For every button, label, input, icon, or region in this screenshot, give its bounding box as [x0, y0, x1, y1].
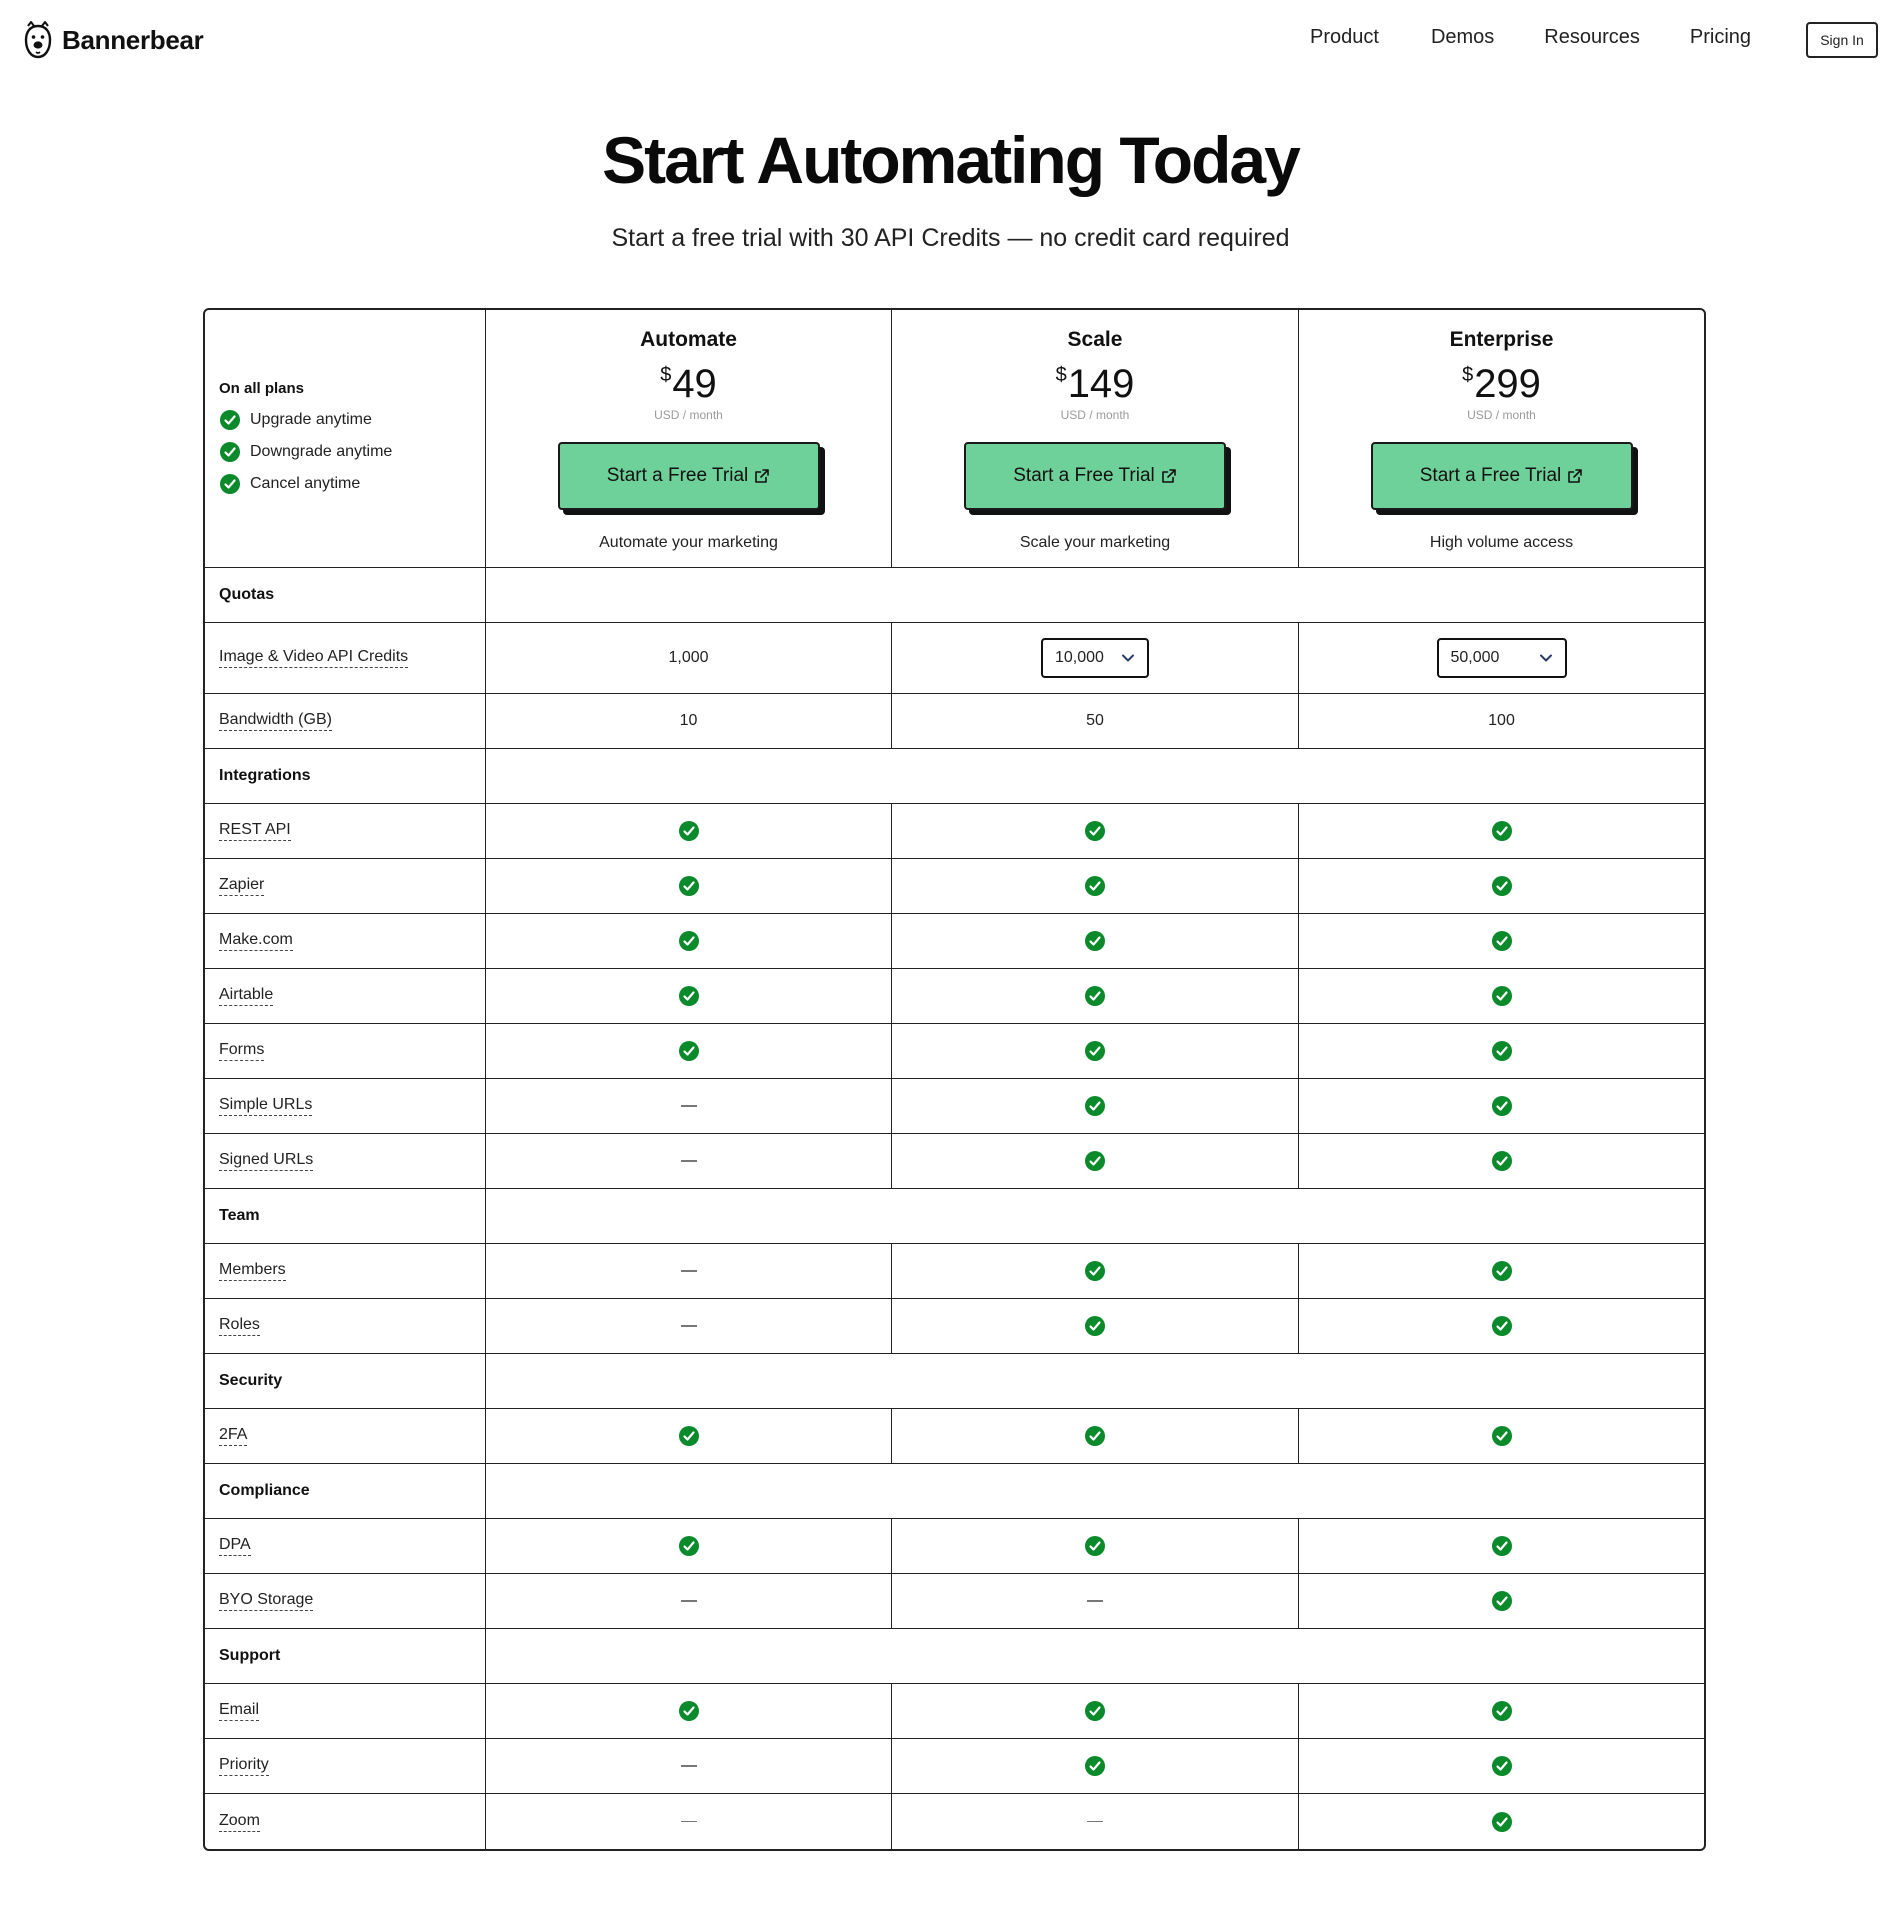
feature-value-enterprise	[1299, 1299, 1704, 1353]
feature-label-cell	[205, 1134, 486, 1188]
table-row	[205, 1574, 1704, 1629]
nav-pricing[interactable]: Pricing	[1689, 26, 1752, 48]
button-label: Start a Free Trial	[606, 465, 749, 486]
feature-value-scale	[892, 1244, 1299, 1298]
dash-icon	[681, 1270, 697, 1272]
section-title: Team	[205, 1189, 486, 1243]
feature-label[interactable]: Email	[219, 1701, 259, 1721]
feature-value-enterprise	[1299, 859, 1704, 913]
bandwidth-automate: 10	[486, 694, 892, 748]
all-plans-item-label: Upgrade anytime	[250, 411, 372, 428]
feature-label-cell	[205, 1739, 486, 1793]
dash-icon	[681, 1160, 697, 1162]
feature-value-enterprise	[1299, 1519, 1704, 1573]
feature-value-scale	[892, 804, 1299, 858]
feature-label-cell	[205, 623, 486, 693]
dash-icon	[681, 1821, 697, 1823]
section-spacer	[486, 1189, 1704, 1243]
feature-value-scale	[892, 1134, 1299, 1188]
check-circle-icon	[678, 1700, 700, 1722]
plan-price	[1462, 362, 1541, 406]
plan-enterprise	[1299, 310, 1704, 567]
external-link-icon	[1567, 468, 1583, 484]
feature-value-enterprise	[1299, 1794, 1704, 1849]
plan-price	[1056, 362, 1135, 406]
check-circle-icon	[219, 409, 241, 431]
plan-automate	[486, 310, 892, 567]
table-row	[205, 914, 1704, 969]
nav-product[interactable]: Product	[1310, 26, 1379, 48]
table-row	[205, 1079, 1704, 1134]
section-title: Security	[205, 1354, 486, 1408]
plan-scale	[892, 310, 1299, 567]
feature-value-automate	[486, 1519, 892, 1573]
section-row-quotas	[205, 568, 1704, 623]
check-circle-icon	[1491, 1040, 1513, 1062]
feature-value-scale	[892, 1739, 1299, 1793]
section-row-integrations	[205, 749, 1704, 804]
nav-resources[interactable]: Resources	[1544, 26, 1640, 48]
dash-icon	[681, 1105, 697, 1107]
price-unit: USD / month	[654, 408, 723, 422]
feature-value-enterprise	[1299, 1739, 1704, 1793]
page-subtitle: Start a free trial with 30 API Credits — no credit card required	[611, 224, 1290, 252]
feature-label-cell	[205, 1684, 486, 1738]
feature-label-cell	[205, 969, 486, 1023]
feature-label[interactable]: Make.com	[219, 931, 293, 951]
feature-label[interactable]: Zapier	[219, 876, 264, 896]
check-circle-icon	[1084, 1095, 1106, 1117]
feature-value-automate	[486, 1299, 892, 1353]
table-row	[205, 969, 1704, 1024]
credits-scale-cell	[892, 623, 1299, 693]
feature-label[interactable]: REST API	[219, 821, 291, 841]
feature-value-automate	[486, 914, 892, 968]
feature-value-automate	[486, 1684, 892, 1738]
plan-description: Scale your marketing	[1019, 534, 1171, 551]
check-circle-icon	[1491, 820, 1513, 842]
feature-label-cell	[205, 804, 486, 858]
feature-label[interactable]: Bandwidth (GB)	[219, 711, 332, 731]
feature-value-automate	[486, 804, 892, 858]
feature-value-automate	[486, 1134, 892, 1188]
price-currency: $	[1055, 364, 1067, 386]
check-circle-icon	[678, 1040, 700, 1062]
credits-enterprise-cell	[1299, 623, 1704, 693]
feature-label-cell	[205, 859, 486, 913]
feature-value-enterprise	[1299, 1134, 1704, 1188]
price-amount: 49	[672, 362, 717, 406]
price-unit: USD / month	[1060, 408, 1130, 422]
price-amount: 149	[1067, 362, 1135, 406]
bear-logo-icon	[22, 20, 54, 60]
check-circle-icon	[1084, 985, 1106, 1007]
feature-value-enterprise	[1299, 1574, 1704, 1628]
all-plans-item	[219, 441, 392, 463]
check-circle-icon	[1491, 1150, 1513, 1172]
check-circle-icon	[1491, 875, 1513, 897]
plan-description: High volume access	[1429, 534, 1574, 551]
select-value: 10,000	[1055, 649, 1104, 666]
price-unit: USD / month	[1467, 408, 1536, 422]
feature-sections	[205, 749, 1704, 1849]
credits-scale-select[interactable]	[1041, 638, 1149, 678]
feature-label[interactable]: Roles	[219, 1316, 260, 1336]
site-header	[0, 0, 1901, 80]
check-circle-icon	[1084, 1150, 1106, 1172]
all-plans-item	[219, 409, 372, 431]
check-circle-icon	[678, 930, 700, 952]
section-title: Quotas	[205, 568, 486, 622]
feature-value-scale	[892, 1519, 1299, 1573]
feature-label[interactable]: Forms	[219, 1041, 264, 1061]
feature-label-cell	[205, 914, 486, 968]
section-spacer	[486, 1464, 1704, 1518]
check-circle-icon	[678, 820, 700, 842]
check-circle-icon	[678, 875, 700, 897]
plan-name: Enterprise	[1449, 328, 1554, 351]
feature-value-enterprise	[1299, 1079, 1704, 1133]
brand-name: Bannerbear	[62, 24, 204, 55]
feature-value-scale	[892, 914, 1299, 968]
button-label: Start a Free Trial	[1013, 465, 1155, 486]
all-plans-box	[205, 310, 486, 567]
feature-value-scale	[892, 1024, 1299, 1078]
table-row	[205, 1299, 1704, 1354]
check-circle-icon	[1084, 820, 1106, 842]
feature-label-cell	[205, 1794, 486, 1849]
plan-description: Automate your marketing	[599, 534, 778, 551]
check-circle-icon	[219, 473, 241, 495]
table-row	[205, 804, 1704, 859]
section-spacer	[486, 749, 1704, 803]
table-row	[205, 1684, 1704, 1739]
feature-label-cell	[205, 694, 486, 748]
check-circle-icon	[1084, 930, 1106, 952]
feature-value-scale	[892, 969, 1299, 1023]
feature-label-cell	[205, 1519, 486, 1573]
feature-label[interactable]: Airtable	[219, 986, 273, 1006]
bandwidth-scale: 50	[892, 694, 1299, 748]
feature-label[interactable]: Simple URLs	[219, 1096, 312, 1116]
all-plans-item-label: Downgrade anytime	[250, 443, 393, 460]
plan-name: Automate	[640, 328, 737, 351]
feature-label-cell	[205, 1024, 486, 1078]
check-circle-icon	[1491, 985, 1513, 1007]
feature-value-automate	[486, 1574, 892, 1628]
feature-value-enterprise	[1299, 914, 1704, 968]
feature-value-enterprise	[1299, 1024, 1704, 1078]
check-circle-icon	[1491, 1700, 1513, 1722]
feature-label[interactable]: Zoom	[219, 1812, 260, 1832]
select-value: 50,000	[1450, 649, 1500, 666]
section-title: Integrations	[205, 749, 486, 803]
button-label: Start a Free Trial	[1419, 465, 1562, 486]
check-circle-icon	[1084, 1700, 1106, 1722]
check-circle-icon	[1491, 930, 1513, 952]
feature-value-automate	[486, 1739, 892, 1793]
check-circle-icon	[219, 441, 241, 463]
pricing-table	[203, 308, 1706, 1851]
check-circle-icon	[1491, 1535, 1513, 1557]
feature-value-scale	[892, 1574, 1299, 1628]
feature-label[interactable]: DPA	[219, 1536, 251, 1556]
feature-value-scale	[892, 1409, 1299, 1463]
feature-value-automate	[486, 1409, 892, 1463]
check-circle-icon	[1491, 1260, 1513, 1282]
feature-label[interactable]: Members	[219, 1261, 286, 1281]
feature-label-cell	[205, 1409, 486, 1463]
table-row	[205, 1409, 1704, 1464]
check-circle-icon	[1084, 1260, 1106, 1282]
feature-value-enterprise	[1299, 1244, 1704, 1298]
credits-automate: 1,000	[486, 623, 892, 693]
feature-value-automate	[486, 1794, 892, 1849]
section-row-team	[205, 1189, 1704, 1244]
dash-icon	[1087, 1821, 1103, 1823]
feature-label[interactable]: Signed URLs	[219, 1151, 313, 1171]
dash-icon	[1087, 1600, 1103, 1602]
dash-icon	[681, 1600, 697, 1602]
check-circle-icon	[1084, 1425, 1106, 1447]
feature-value-enterprise	[1299, 804, 1704, 858]
section-row-security	[205, 1354, 1704, 1409]
table-row-credits	[205, 623, 1704, 694]
check-circle-icon	[1084, 1040, 1106, 1062]
feature-value-scale	[892, 1684, 1299, 1738]
credits-enterprise-select[interactable]	[1437, 638, 1567, 678]
check-circle-icon	[678, 1425, 700, 1447]
all-plans-item	[219, 473, 360, 495]
check-circle-icon	[1084, 1535, 1106, 1557]
table-row	[205, 1519, 1704, 1574]
feature-value-automate	[486, 1079, 892, 1133]
table-row	[205, 1794, 1704, 1849]
all-plans-title: On all plans	[219, 380, 305, 397]
feature-label[interactable]: Image & Video API Credits	[219, 648, 408, 668]
feature-value-automate	[486, 859, 892, 913]
feature-value-automate	[486, 969, 892, 1023]
check-circle-icon	[678, 1535, 700, 1557]
feature-label-cell	[205, 1299, 486, 1353]
table-row	[205, 859, 1704, 914]
nav-demos[interactable]: Demos	[1430, 26, 1495, 48]
feature-value-enterprise	[1299, 969, 1704, 1023]
feature-value-scale	[892, 1794, 1299, 1849]
check-circle-icon	[1084, 1315, 1106, 1337]
check-circle-icon	[1084, 875, 1106, 897]
table-row	[205, 1134, 1704, 1189]
feature-value-scale	[892, 859, 1299, 913]
dash-icon	[681, 1325, 697, 1327]
top-nav	[1310, 26, 1801, 49]
table-row	[205, 1739, 1704, 1794]
table-row	[205, 1024, 1704, 1079]
section-title: Support	[205, 1629, 486, 1683]
external-link-icon	[1161, 468, 1177, 484]
section-row-compliance	[205, 1464, 1704, 1519]
section-spacer	[486, 1354, 1704, 1408]
price-currency: $	[660, 364, 672, 386]
feature-value-enterprise	[1299, 1409, 1704, 1463]
feature-value-scale	[892, 1299, 1299, 1353]
chevron-down-icon	[1539, 653, 1553, 663]
check-circle-icon	[1491, 1095, 1513, 1117]
section-spacer	[486, 1629, 1704, 1683]
table-row	[205, 1244, 1704, 1299]
check-circle-icon	[1491, 1590, 1513, 1612]
external-link-icon	[754, 468, 770, 484]
feature-label-cell	[205, 1574, 486, 1628]
feature-value-automate	[486, 1244, 892, 1298]
check-circle-icon	[1491, 1315, 1513, 1337]
check-circle-icon	[1084, 1755, 1106, 1777]
feature-label[interactable]: 2FA	[219, 1426, 247, 1446]
check-circle-icon	[678, 985, 700, 1007]
plan-name: Scale	[1067, 328, 1123, 351]
price-currency: $	[1462, 364, 1474, 386]
feature-value-scale	[892, 1079, 1299, 1133]
feature-label-cell	[205, 1079, 486, 1133]
dash-icon	[681, 1765, 697, 1767]
brand-logo[interactable]	[22, 20, 204, 60]
bandwidth-enterprise: 100	[1488, 712, 1515, 729]
section-spacer	[486, 568, 1704, 622]
price-amount: 299	[1474, 362, 1541, 406]
table-row-bandwidth	[205, 694, 1704, 749]
feature-value-enterprise	[1299, 1684, 1704, 1738]
start-free-trial-button[interactable]	[558, 442, 820, 510]
section-row-support	[205, 1629, 1704, 1684]
plan-price	[660, 362, 717, 406]
feature-label[interactable]: Priority	[219, 1756, 269, 1776]
plans-header-row	[205, 310, 1704, 568]
feature-label-cell	[205, 1244, 486, 1298]
start-free-trial-button[interactable]	[964, 442, 1226, 510]
check-circle-icon	[1491, 1425, 1513, 1447]
check-circle-icon	[1491, 1811, 1513, 1833]
sign-in-button[interactable]: Sign In	[1806, 22, 1878, 58]
page-title: Start Automating Today	[602, 123, 1299, 197]
feature-label[interactable]: BYO Storage	[219, 1591, 313, 1611]
feature-value-automate	[486, 1024, 892, 1078]
chevron-down-icon	[1121, 653, 1135, 663]
section-title: Compliance	[205, 1464, 486, 1518]
start-free-trial-button[interactable]	[1371, 442, 1633, 510]
check-circle-icon	[1491, 1755, 1513, 1777]
all-plans-item-label: Cancel anytime	[250, 475, 361, 492]
